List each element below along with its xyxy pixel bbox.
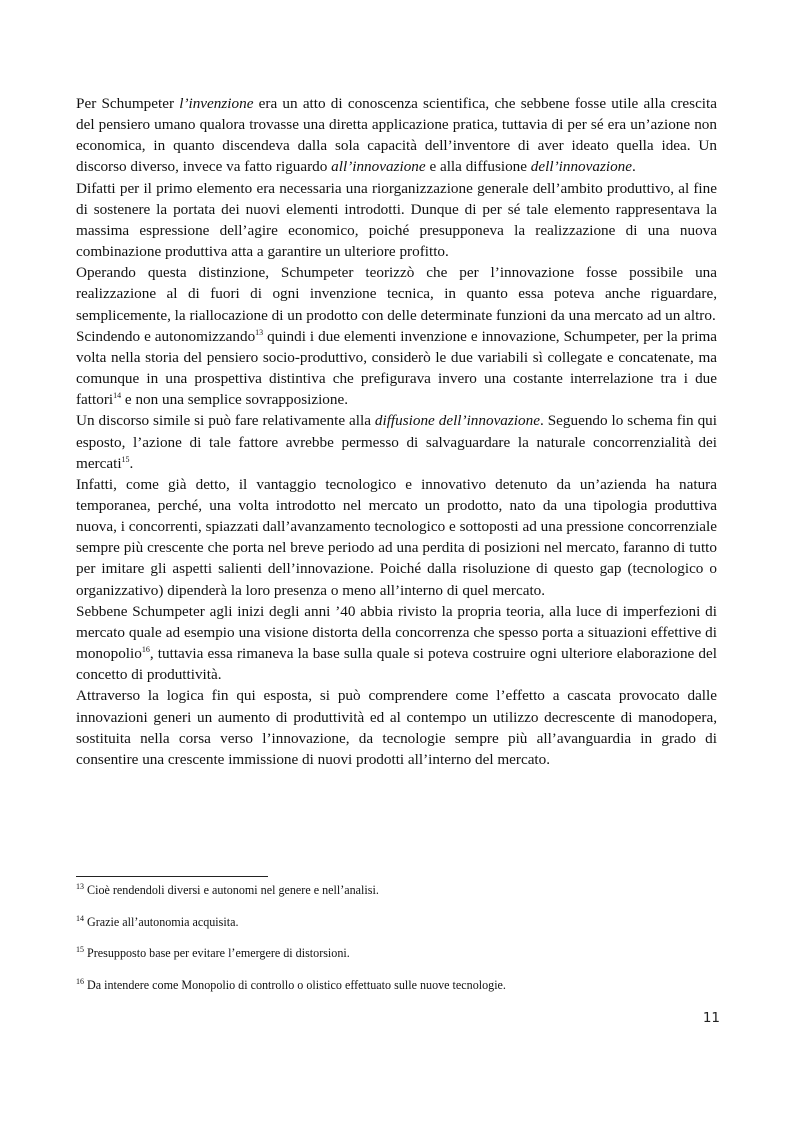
text-run: Difatti per il primo elemento era necessaria una riorganizzazione generale dell’ambito produttivo, al fine di sostenere la portata dei nuovi elementi introdotti. Dunque di per sé tale elemento rappresentava la massima espressione dell’agire economico, poiché presupponeva la realizzazione di una nuova combinazione produttiva atta a garantire un ulteriore profitto. bbox=[76, 179, 717, 261]
footnote-text: Presupposto base per evitare l’emergere di distorsioni. bbox=[84, 946, 350, 960]
paragraph bbox=[76, 178, 717, 263]
italic-term: l’invenzione bbox=[179, 95, 254, 112]
page-number: 11 bbox=[702, 1010, 720, 1026]
paragraph bbox=[76, 93, 717, 178]
text-run: Un discorso simile si può fare relativamente alla bbox=[76, 412, 375, 430]
footnote-text: Cioè rendendoli diversi e autonomi nel genere e nell’analisi. bbox=[84, 883, 379, 897]
footnote bbox=[76, 977, 717, 1009]
footnote-ref: 14 bbox=[113, 391, 122, 401]
footnote-text: Grazie all’autonomia acquisita. bbox=[84, 914, 239, 929]
text-run: Attraverso la logica fin qui esposta, si può comprendere come l’effetto a cascata provocato dalle innovazioni generi un aumento di produttività ed al contempo un utilizzo decrescente di manodopera, sostituita nella corsa verso l’innovazione, da tecnologie sempre più all’avanguardia in grado di consentire una crescente immissione di nuovi prodotti all’interno del mercato. bbox=[76, 687, 717, 768]
text-run: . Seguendo lo schema fin qui esposto, l’azione di tale fattore avrebbe permesso di salvaguardare la naturale concorrenzialità dei mercati bbox=[76, 412, 717, 472]
italic-term: diffusione dell’innovazione bbox=[374, 412, 540, 430]
text-run: e non una semplice sovrapposizione. bbox=[121, 391, 349, 409]
footnote-number: 13 bbox=[76, 882, 84, 891]
footnote-ref: 16 bbox=[141, 645, 150, 655]
paragraph bbox=[76, 474, 717, 601]
paragraph bbox=[76, 685, 717, 770]
footnote-separator bbox=[76, 876, 268, 877]
text-run: Infatti, come già detto, il vantaggio tecnologico e innovativo detenuto da un’azienda ha natura temporanea, perché, una volta introdotto nel mercato un prodotto, nato da una tipologia produttiva nuova, i concorrenti, spiazzati dall’avanzamento tecnologico e sottoposti ad una pressione concorrenziale sempre più crescente che porta nel breve periodo ad una perdita di posizioni nel mercato, faranno di tutto per imitare gli aspetti salienti dell’innovazione. Poiché dalla risoluzione di questo gap (tecnologico o organizzativo) dipenderà la loro presenza o meno all’interno di quel mercato. bbox=[76, 475, 717, 599]
text-run: Scindendo e autonomizzando bbox=[76, 327, 256, 345]
footnote bbox=[76, 882, 717, 914]
text-run: . bbox=[632, 158, 636, 176]
body-text bbox=[76, 93, 717, 770]
text-run: , tuttavia essa rimaneva la base sulla quale si poteva costruire ogni ulteriore elaborazione del concetto di produttività. bbox=[76, 645, 717, 684]
italic-term: dell’innovazione bbox=[530, 158, 633, 176]
text-run: . bbox=[129, 454, 134, 472]
paragraph bbox=[76, 410, 717, 473]
footnote-number: 14 bbox=[76, 913, 84, 923]
footnote-ref: 15 bbox=[121, 454, 130, 464]
text-run: quindi i due elementi invenzione e innovazione, Schumpeter, per la prima volta nella storia del pensiero socio-produttivo, considerò le due variabili sì collegate e concatenate, ma comunque in una prospettiva distintiva che prefigurava invero una costante interrelazione tra i due fattori bbox=[76, 327, 717, 409]
footnotes bbox=[76, 882, 717, 1008]
text-run: Operando questa distinzione, Schumpeter teorizzò che per l’innovazione fosse possibile una realizzazione al di fuori di ogni invenzione tecnica, in quanto essa poteva anche riguardare, semplicemente, la riallocazione di un prodotto con delle determinate funzioni da una mercato ad un altro. bbox=[76, 264, 717, 324]
text-run: Per Schumpeter bbox=[76, 95, 180, 112]
italic-term: all’innovazione bbox=[331, 158, 426, 176]
footnote bbox=[76, 914, 717, 946]
text-run: era un atto di conoscenza scientifica, che sebbene fosse utile alla crescita del pensiero umano qualora trovasse una diretta applicazione pratica, tuttavia di per sé era un’azione non economica, in quanto discendeva dalla sola capacità dell’inventore di aver ideato quella idea. Un discorso diverso, invece va fatto riguardo bbox=[76, 95, 717, 176]
footnote-number: 15 bbox=[76, 945, 84, 954]
footnote-number: 16 bbox=[76, 976, 84, 986]
text-run: Sebbene Schumpeter agli inizi degli anni ’40 abbia rivisto la propria teoria, alla luce di imperfezioni di mercato quale ad esempio una visione distorta della concorrenza che spesso porta a situazioni effettive di monopolio bbox=[76, 602, 717, 663]
paragraph bbox=[76, 601, 717, 686]
paragraph bbox=[76, 326, 717, 411]
footnote bbox=[76, 945, 717, 977]
footnote-ref: 13 bbox=[255, 327, 264, 337]
footnote-text: Da intendere come Monopolio di controllo o olistico effettuato sulle nuove tecnologie. bbox=[84, 977, 506, 992]
text-run: e alla diffusione bbox=[425, 158, 531, 176]
paragraph bbox=[76, 262, 717, 325]
